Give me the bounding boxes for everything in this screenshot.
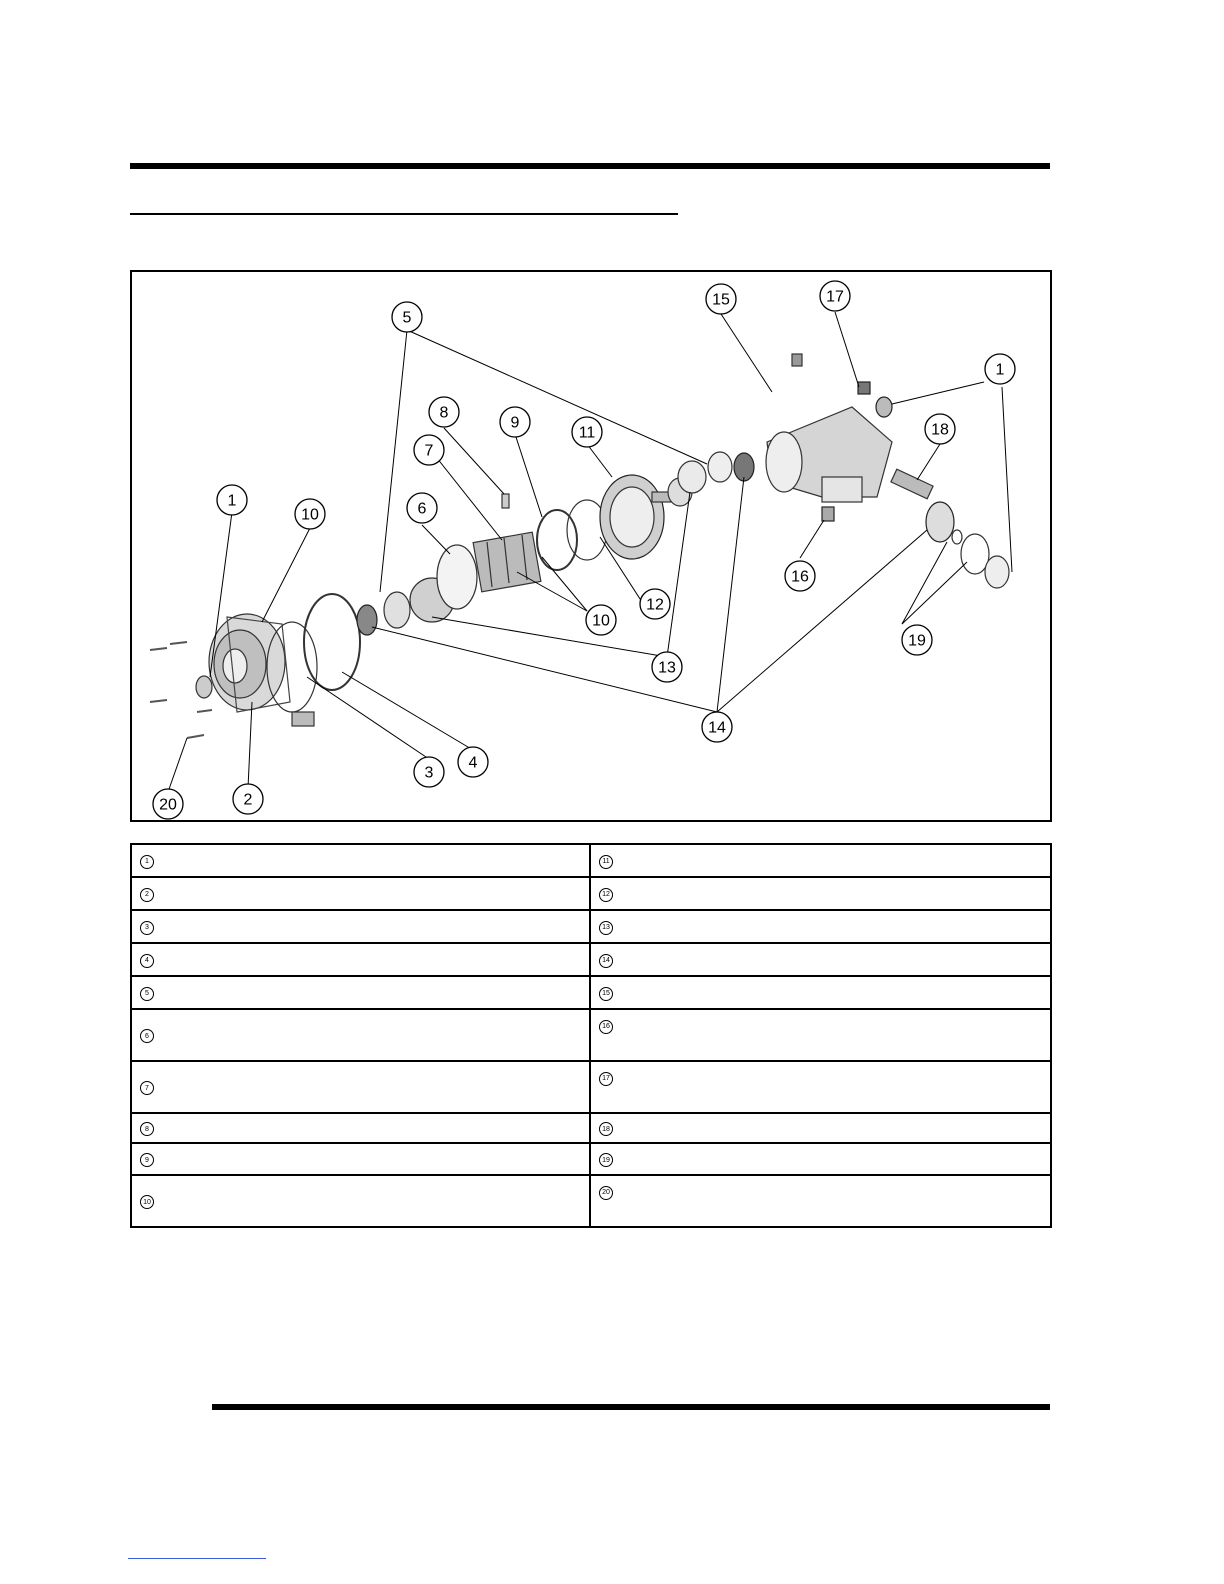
callout-1 xyxy=(217,485,247,515)
item-number-2: 2 xyxy=(140,888,154,902)
item-number-15: 15 xyxy=(599,987,613,1001)
callout-label: 5 xyxy=(402,309,412,327)
callout-label: 7 xyxy=(424,442,434,460)
callout-label: 11 xyxy=(578,424,596,442)
callout-label: 19 xyxy=(908,632,926,650)
legend-cell-16 xyxy=(590,1009,1051,1061)
callout-label: 2 xyxy=(243,791,253,809)
item-number-20: 20 xyxy=(599,1186,613,1200)
legend-cell-18 xyxy=(590,1113,1051,1143)
callout-7 xyxy=(414,435,444,465)
legend-cell-20 xyxy=(590,1175,1051,1227)
callout-label: 8 xyxy=(439,404,449,422)
callout-5 xyxy=(392,302,422,332)
item-number-17: 17 xyxy=(599,1072,613,1086)
callout-17 xyxy=(820,281,850,311)
callout-12 xyxy=(640,589,670,619)
item-number-14: 14 xyxy=(599,954,613,968)
callout-4 xyxy=(458,747,488,777)
legend-cell-6 xyxy=(131,1009,590,1061)
legend-cell-12 xyxy=(590,877,1051,910)
item-number-19: 19 xyxy=(599,1153,613,1167)
legend-cell-8 xyxy=(131,1113,590,1143)
front-cover-housing xyxy=(209,614,290,712)
item-number-8: 8 xyxy=(140,1122,154,1136)
callout-20 xyxy=(153,789,183,819)
callout-15 xyxy=(706,284,736,314)
legend-cell-2 xyxy=(131,877,590,910)
footer-link-underline xyxy=(128,1558,266,1559)
legend-cell-1 xyxy=(131,844,590,877)
main-housing xyxy=(766,354,892,502)
legend-cell-4 xyxy=(131,943,590,976)
ring-gear xyxy=(600,475,664,559)
exploded-view-drawing xyxy=(132,272,1050,820)
callout-18 xyxy=(925,414,955,444)
item-number-6: 6 xyxy=(140,1029,154,1043)
legend-cell-19 xyxy=(590,1143,1051,1175)
item-number-18: 18 xyxy=(599,1122,613,1136)
callout-11 xyxy=(572,417,602,447)
callout-label: 6 xyxy=(417,500,427,518)
callout-label: 17 xyxy=(826,288,844,306)
item-number-5: 5 xyxy=(140,987,154,1001)
callout-label: 4 xyxy=(468,754,478,772)
legend-cell-13 xyxy=(590,910,1051,943)
item-number-1: 1 xyxy=(140,855,154,869)
item-number-13: 13 xyxy=(599,921,613,935)
legend-cell-5 xyxy=(131,976,590,1009)
legend-cell-10 xyxy=(131,1175,590,1227)
callout-13 xyxy=(652,652,682,682)
footer-rule xyxy=(212,1404,1050,1410)
legend-cell-3 xyxy=(131,910,590,943)
header-rule xyxy=(130,163,1050,169)
callout-label: 10 xyxy=(592,612,610,630)
legend-cell-7 xyxy=(131,1061,590,1113)
callout-8 xyxy=(429,397,459,427)
callout-label: 1 xyxy=(227,492,237,510)
callout-label: 14 xyxy=(708,719,726,737)
callout-3 xyxy=(414,757,444,787)
callout-16 xyxy=(785,561,815,591)
callout-10 xyxy=(295,499,325,529)
callout-label: 9 xyxy=(510,414,520,432)
callout-14 xyxy=(702,712,732,742)
legend-cell-14 xyxy=(590,943,1051,976)
callout-label: 1 xyxy=(995,361,1005,379)
legend-cell-15 xyxy=(590,976,1051,1009)
callout-label: 15 xyxy=(712,291,730,309)
callout-9 xyxy=(500,407,530,437)
item-number-3: 3 xyxy=(140,921,154,935)
item-number-10: 10 xyxy=(140,1195,154,1209)
callout-label: 13 xyxy=(658,659,676,677)
callout-label: 20 xyxy=(159,796,177,814)
roller-cage xyxy=(473,532,541,592)
callout-1 xyxy=(985,354,1015,384)
callout-label: 10 xyxy=(301,506,319,524)
item-number-12: 12 xyxy=(599,888,613,902)
legend-cell-11 xyxy=(590,844,1051,877)
callout-19 xyxy=(902,625,932,655)
item-number-11: 11 xyxy=(599,855,613,869)
section-title-underline xyxy=(130,213,678,215)
callout-label: 16 xyxy=(791,568,809,586)
item-number-9: 9 xyxy=(140,1153,154,1167)
legend-cell-9 xyxy=(131,1143,590,1175)
callout-2 xyxy=(233,784,263,814)
exploded-view-figure xyxy=(130,270,1052,822)
callout-label: 18 xyxy=(931,421,949,439)
item-number-7: 7 xyxy=(140,1081,154,1095)
callout-10 xyxy=(586,605,616,635)
item-number-16: 16 xyxy=(599,1020,613,1034)
legend-cell-17 xyxy=(590,1061,1051,1113)
item-number-4: 4 xyxy=(140,954,154,968)
callout-label: 3 xyxy=(424,764,434,782)
callout-6 xyxy=(407,493,437,523)
parts-legend-table xyxy=(130,843,1052,1228)
callout-label: 12 xyxy=(646,596,664,614)
